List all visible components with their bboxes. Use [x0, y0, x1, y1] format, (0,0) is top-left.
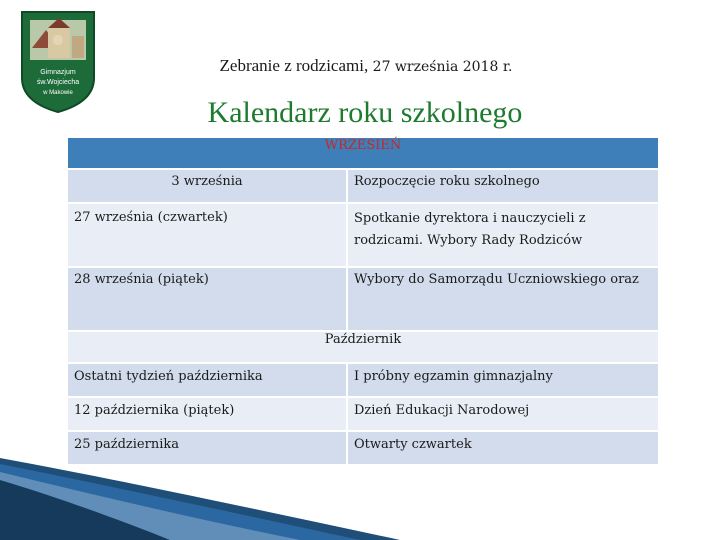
meeting-subtitle: [0, 56, 720, 76]
row-event: Rozpoczęcie roku szkolnego: [347, 169, 659, 203]
row-date: 28 września (piątek): [67, 267, 347, 331]
row-event: Dzień Edukacji Narodowej: [347, 397, 659, 431]
row-event: Otwarty czwartek: [347, 431, 659, 465]
table-row: [67, 169, 659, 203]
calendar-table: [66, 136, 660, 466]
logo-text-line3: w Makowie: [43, 90, 73, 96]
row-event: Wybory do Samorządu Uczniowskiego oraz: [347, 267, 659, 331]
page-title: Kalendarz roku szkolnego: [207, 96, 523, 129]
row-date: 27 września (czwartek): [67, 203, 347, 267]
row-event: I próbny egzamin gimnazjalny: [347, 363, 659, 397]
corner-swoosh-decoration: [0, 450, 720, 540]
subtitle-lead: Zebranie z rodzicami,: [219, 56, 369, 75]
row-date: 12 października (piątek): [67, 397, 347, 431]
september-header: WRZESIEŃ: [67, 137, 659, 169]
row-event-line: Spotkanie dyrektora i nauczycieli z: [354, 211, 586, 226]
logo-text-line1: Gimnazjum: [40, 69, 76, 76]
row-date: 3 września: [67, 169, 347, 203]
september-header-row: [67, 137, 659, 169]
table-row: [67, 267, 659, 331]
table-row: [67, 397, 659, 431]
row-date: Ostatni tydzień października: [67, 363, 347, 397]
table-row: [67, 363, 659, 397]
subtitle-date: 27 września 2018 r.: [372, 59, 513, 75]
october-header: Październik: [67, 331, 659, 363]
logo-text-line2: św.Wojciecha: [36, 79, 80, 86]
table-row: [67, 203, 659, 267]
row-event: [347, 203, 659, 267]
row-event-line: rodzicami. Wybory Rady Rodziców: [354, 233, 583, 248]
row-date: 25 października: [67, 431, 347, 465]
october-header-row: [67, 331, 659, 363]
